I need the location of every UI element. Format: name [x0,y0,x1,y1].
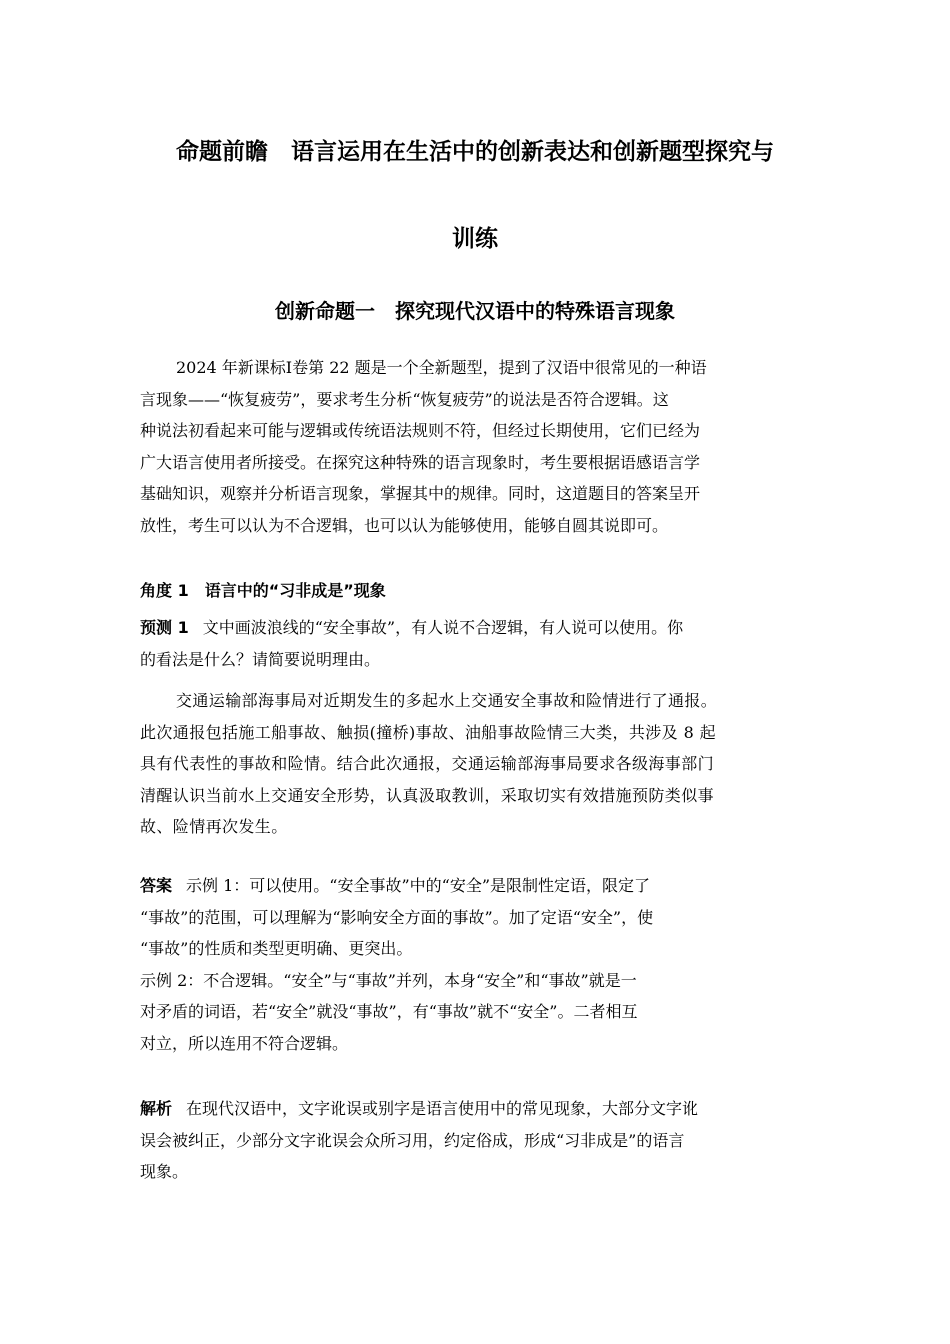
question-label: 预测 1 [140,618,189,637]
intro-line: 言现象——“恢复疲劳”，要求考生分析“恢复疲劳”的说法是否符合逻辑。这 [140,389,669,409]
question-text: 文中画波浪线的“安全事故”，有人说不合逻辑，有人说可以使用。你 [202,618,684,637]
page-title-line-2: 训练 [452,226,498,252]
section-title: 创新命题一 探究现代汉语中的特殊语言现象 [275,299,675,323]
analysis-text: 在现代汉语中，文字讹误或别字是语言使用中的常见现象，大部分文字讹 [186,1099,699,1118]
answer-text: 示例 1：可以使用。“安全事故”中的“安全”是限制性定语，限定了 [186,876,651,895]
angle-heading-block [140,575,810,607]
intro-paragraph [140,352,810,541]
answer-line [140,870,810,902]
answer-line: 示例 2：不合逻辑。“安全”与“事故”并列，本身“安全”和“事故”就是一 [140,970,637,990]
question-line: 的看法是什么？请简要说明理由。 [140,649,381,669]
answer-line: “事故”的范围，可以理解为“影响安全方面的事故”。加了定语“安全”，使 [140,907,654,927]
analysis-label: 解析 [140,1099,173,1118]
question-block [140,612,810,675]
analysis-block [140,1093,810,1188]
intro-line: 广大语言使用者所接受。在探究这种特殊的语言现象时，考生要根据语感语言学 [140,452,701,472]
material-line: 故、险情再次发生。 [140,817,288,836]
analysis-line: 误会被纠正，少部分文字讹误会众所习用，约定俗成，形成“习非成是”的语言 [140,1130,685,1150]
material-line: 清醒认识当前水上交通安全形势，认真汲取教训，采取切实有效措施预防类似事 [140,785,715,805]
analysis-line [140,1093,810,1125]
answer-line: “事故”的性质和类型更明确、更突出。 [140,939,413,958]
material-line: 交通运输部海事局对近期发生的多起水上交通安全事故和险情进行了通报。 [176,691,718,710]
intro-line: 放性，考生可以认为不合逻辑，也可以认为能够使用，能够自圆其说即可。 [140,515,669,535]
answer-line: 对矛盾的词语，若“安全”就没“事故”，有“事故”就不“安全”。二者相互 [140,1002,638,1021]
material-line: 此次通报包括施工船事故、触损(撞桥)事故、油船事故险情三大类，共涉及 8 起 [140,722,717,742]
intro-line: 2024 年新课标Ⅰ卷第 22 题是一个全新题型，提到了汉语中很常见的一种语 [176,358,707,377]
intro-line: 种说法初看起来可能与逻辑或传统语法规则不符，但经过长期使用，它们已经为 [140,421,701,440]
material-passage [140,685,810,843]
page-title-line-1: 命题前瞻 语言运用在生活中的创新表达和创新题型探究与 [176,139,774,165]
answer-label: 答案 [140,876,173,895]
question-line [140,612,810,644]
angle-heading: 角度 1 语言中的“习非成是”现象 [140,581,386,600]
intro-line: 基础知识，观察并分析语言现象，掌握其中的规律。同时，这道题目的答案呈开 [140,484,701,503]
analysis-line: 现象。 [140,1162,189,1181]
material-line: 具有代表性的事故和险情。结合此次通报，交通运输部海事局要求各级海事部门 [140,754,715,773]
answer-line: 对立，所以连用不符合逻辑。 [140,1033,349,1053]
answer-block [140,870,810,1059]
